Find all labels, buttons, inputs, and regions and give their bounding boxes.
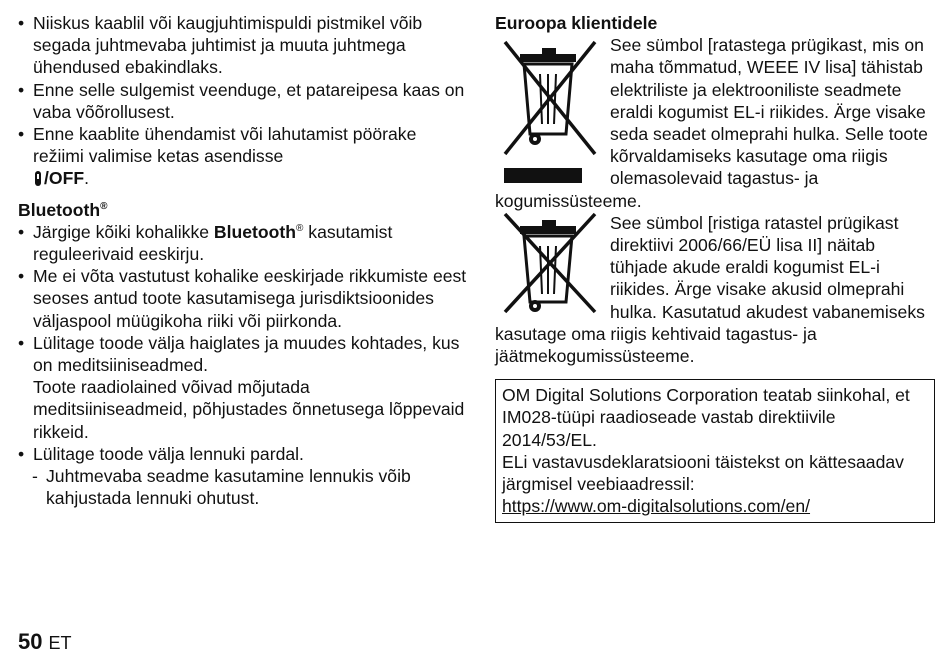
bullet-text: Enne selle sulgemist veenduge, et patareipesa kaas on vaba võõrollusest. (33, 79, 465, 122)
list-item (18, 332, 468, 443)
sub-list-item (18, 465, 468, 509)
power-lock-icon (33, 169, 43, 184)
bullet-text: Me ei võta vastutust kohalike eeskirjade rikkumiste eest seoses antud toote kasutamisega jurisdiktsioonides väljaspool müügikoha riiki või piirkonda. (33, 266, 467, 331)
bullet-text: Lülitage toode välja haiglates ja muudes kohtades, kus on meditsiiniseadmed. (33, 332, 460, 376)
page-footer (18, 629, 72, 653)
registered-mark: ® (100, 200, 108, 212)
conformity-statement: OM Digital Solutions Corporation teatab siinkohal, et IM028-tüüpi raadioseade vastab direktiivile 2014/53/EL. (502, 385, 910, 450)
registered-mark: ® (296, 222, 304, 234)
list-item (18, 221, 468, 265)
bullet-text: Enne kaablite ühendamist või lahutamist pöörake režiimi valimise ketas asendisse (33, 124, 417, 167)
right-column (495, 12, 935, 523)
bullet-text: Niiskus kaablil või kaugjuhtimispuldi pistmikel võib segada juhtmevaba juhtimist ja muuta juhtmega ühendused ebakindlaks. (33, 13, 423, 78)
bullet-continuation-text: Toote raadiolained võivad mõjutada meditsiiniseadmeid, põhjustades õnnetusega lõppevaid rikkeid. (33, 377, 465, 442)
conformity-notice-box (495, 379, 935, 523)
bullet-text: Järgige kõiki kohalikke (33, 221, 214, 242)
bluetooth-heading (18, 199, 468, 221)
bluetooth-inline-bold: Bluetooth (213, 221, 297, 242)
battery-section (495, 212, 935, 367)
list-item (18, 12, 468, 79)
weee-description: See sümbol [ratastega prügikast, mis on maha tõmmatud, WEEE IV lisa] tähistab elektriliste ja elektrooniliste seadmete eraldi kogumist EL-i riikides. Ärge visake seda seadet olmeprahi hulka. Selle toote kõrvaldamiseks kasutage oma riigis olemasolevaid tagastus- ja kogumissüsteeme. (495, 35, 928, 211)
list-item (18, 79, 468, 123)
declaration-availability: ELi vastavusdeklaratsiooni täistekst on kättesaadav järgmisel veebiaadressil: (502, 451, 904, 495)
sub-item-text: Juhtmevaba seadme kasutamine lennukis võib kahjustada lennuki ohutust. (46, 466, 411, 509)
list-item (18, 443, 468, 465)
battery-description: See sümbol [ristiga ratastel prügikast direktiivi 2006/66/EÜ lisa II] näitab tühjade akude eraldi kogumist EL-i riikides. Ärge visake akusid olmeprahi hulka. Kasutatud akudest vabanemiseks kasutage oma riigis kehtivaid tagastus- ja jäätmekogumissüsteeme. (495, 212, 925, 367)
bullet-text: kasutamist reguleerivaid eeskirju. (33, 221, 393, 265)
europe-heading: Euroopa klientidele (495, 13, 658, 33)
crossed-out-wheelie-bin-icon (495, 212, 605, 322)
language-code: ET (48, 633, 72, 653)
declaration-url-link[interactable]: https://www.om-digitalsolutions.com/en/ (502, 496, 811, 517)
list-item (18, 265, 468, 332)
page-number: 50 (18, 629, 43, 654)
crossed-out-wheelie-bin-icon (495, 34, 605, 184)
power-off-suffix: . (84, 168, 89, 189)
bluetooth-heading-text: Bluetooth (18, 199, 101, 220)
bluetooth-list (18, 221, 468, 465)
bullet-text: Lülitage toode välja lennuki pardal. (33, 443, 304, 464)
weee-section (495, 34, 935, 212)
general-precautions-list (18, 12, 468, 190)
left-column (18, 12, 468, 509)
power-off-label: /OFF (44, 168, 85, 189)
list-item (18, 123, 468, 190)
